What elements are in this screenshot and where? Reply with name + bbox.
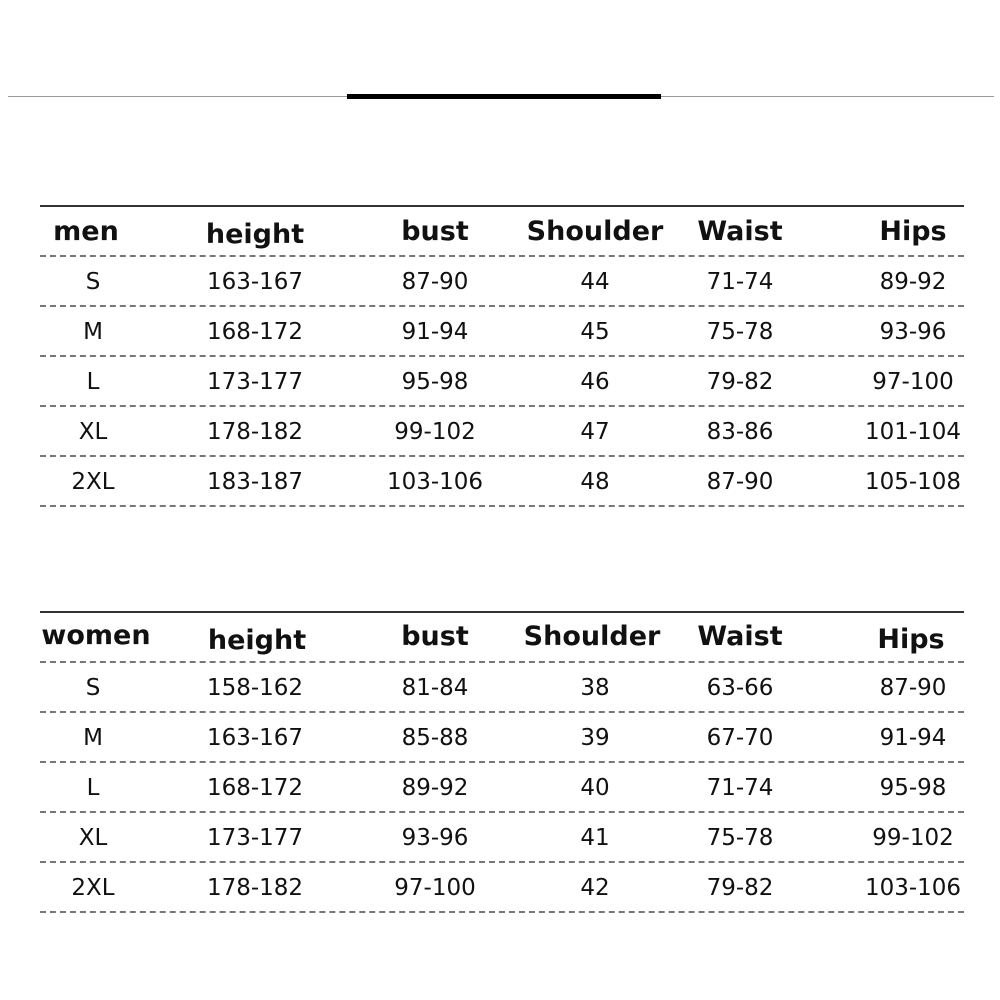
table-row [40,407,964,457]
hips-cell: 105-108 [864,469,962,495]
bust-cell: 97-100 [394,875,476,901]
waist-cell: 63-66 [706,675,774,701]
size-cell: M [83,319,103,345]
women-size-table [40,611,964,913]
hips-cell: 93-96 [879,319,947,345]
shoulder-cell: 48 [580,469,610,495]
table-row [40,763,964,813]
hips-cell: 97-100 [872,369,954,395]
hips-cell: 103-106 [864,875,962,901]
waist-cell: 71-74 [706,775,774,801]
table-header-row [40,613,964,663]
height-cell: 168-172 [206,319,304,345]
size-cell: S [85,269,101,295]
table-row [40,813,964,863]
bust-cell: 103-106 [386,469,484,495]
table-row [40,713,964,763]
hips-cell: 95-98 [879,775,947,801]
waist-cell: 71-74 [706,269,774,295]
size-cell: L [86,369,100,395]
waist-cell: 87-90 [706,469,774,495]
shoulder-cell: 39 [580,725,610,751]
height-cell: 183-187 [206,469,304,495]
bust-cell: 93-96 [401,825,469,851]
height-cell: 158-162 [206,675,304,701]
waist-cell: 75-78 [706,319,774,345]
table-row [40,307,964,357]
header-waist: Waist [697,216,783,247]
header-size: men [53,216,119,247]
shoulder-cell: 44 [580,269,610,295]
table-row [40,257,964,307]
table-row [40,357,964,407]
size-cell: XL [78,419,108,445]
header-shoulder: Shoulder [523,621,661,652]
height-cell: 173-177 [206,825,304,851]
waist-cell: 83-86 [706,419,774,445]
hips-cell: 91-94 [879,725,947,751]
bust-cell: 87-90 [401,269,469,295]
waist-cell: 79-82 [706,875,774,901]
size-cell: S [85,675,101,701]
height-cell: 173-177 [206,369,304,395]
shoulder-cell: 42 [580,875,610,901]
header-hips: Hips [877,624,945,655]
bust-cell: 99-102 [394,419,476,445]
hips-cell: 87-90 [879,675,947,701]
shoulder-cell: 45 [580,319,610,345]
waist-cell: 75-78 [706,825,774,851]
table-row [40,457,964,507]
bust-cell: 95-98 [401,369,469,395]
table-row [40,863,964,913]
header-waist: Waist [697,621,783,652]
height-cell: 178-182 [206,419,304,445]
size-cell: M [83,725,103,751]
shoulder-cell: 40 [580,775,610,801]
header-size: women [41,620,151,651]
table-header-row [40,207,964,257]
shoulder-cell: 47 [580,419,610,445]
waist-cell: 67-70 [706,725,774,751]
bust-cell: 89-92 [401,775,469,801]
header-bust: bust [401,621,469,652]
waist-cell: 79-82 [706,369,774,395]
shoulder-cell: 41 [580,825,610,851]
size-cell: 2XL [71,875,115,901]
bust-cell: 85-88 [401,725,469,751]
height-cell: 168-172 [206,775,304,801]
header-hips: Hips [879,216,947,247]
height-cell: 178-182 [206,875,304,901]
hips-cell: 101-104 [864,419,962,445]
hips-cell: 99-102 [872,825,954,851]
hips-cell: 89-92 [879,269,947,295]
bust-cell: 81-84 [401,675,469,701]
height-cell: 163-167 [206,269,304,295]
top-divider-accent [347,94,661,99]
bust-cell: 91-94 [401,319,469,345]
size-cell: L [86,775,100,801]
header-shoulder: Shoulder [526,216,664,247]
size-cell: XL [78,825,108,851]
size-cell: 2XL [71,469,115,495]
height-cell: 163-167 [206,725,304,751]
header-height: height [205,219,305,250]
header-bust: bust [401,216,469,247]
shoulder-cell: 38 [580,675,610,701]
shoulder-cell: 46 [580,369,610,395]
table-row [40,663,964,713]
header-height: height [207,625,307,656]
men-size-table [40,205,964,507]
